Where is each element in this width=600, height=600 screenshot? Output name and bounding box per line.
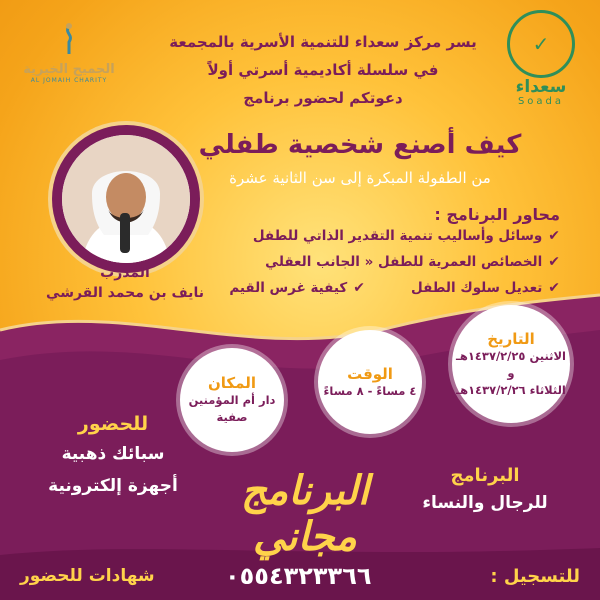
jomaih-logo: [14, 22, 124, 84]
program-subtitle: من الطفولة المبكرة إلى سن الثانية عشرة: [229, 169, 491, 187]
axis-item-label: كيفية غرس القيم: [229, 280, 348, 296]
prize-item-2: أجهزة إلكترونية: [48, 476, 178, 496]
time-circle: [318, 330, 422, 434]
axis-item-label: الخصائص العمرية للطفل « الجانب العقلي: [265, 254, 543, 270]
jomaih-logo-arabic: الجميح الخيرية: [23, 62, 115, 77]
certificates-text: شهادات للحضور: [20, 566, 155, 586]
jomaih-logo-latin: AL JOMAIH CHARITY: [30, 77, 108, 84]
time-value: ٤ مساءً - ٨ مساءً: [323, 383, 417, 398]
prize-item-1: سبائك ذهبية: [61, 444, 165, 464]
check-icon: ✔: [548, 280, 560, 296]
program-label: البرنامج: [450, 465, 520, 486]
date-circle: [452, 305, 570, 423]
axes-heading: محاور البرنامج :: [434, 205, 560, 224]
program-audience: [400, 462, 570, 516]
check-icon: ✔: [548, 228, 560, 244]
date-line-2: و: [507, 365, 515, 380]
date-label: التاريخ: [487, 329, 535, 348]
intro-line-2: في سلسلة أكاديمية أسرتي أولاً: [207, 61, 439, 79]
attendance-prizes: [28, 410, 198, 502]
soada-logo: [496, 10, 586, 107]
soada-logo-latin: Soada: [517, 96, 565, 107]
axis-item-label: تعديل سلوك الطفل: [411, 280, 543, 296]
attendance-label: للحضور: [77, 413, 149, 435]
trainer-avatar: [52, 125, 200, 273]
intro-text: [158, 28, 488, 112]
trainer-name: نايف بن محمد القرشي: [46, 285, 204, 301]
axis-item: [229, 280, 365, 296]
axis-item: [411, 280, 560, 296]
check-icon: ✔: [353, 280, 365, 296]
registration-label: للتسجيل :: [490, 566, 580, 587]
place-line-1: دار أم المؤمنين: [188, 393, 276, 407]
trainer-role: المدرب: [100, 265, 150, 281]
program-audience-value: للرجال والنساء: [422, 493, 548, 513]
soada-emblem-icon: ✓: [507, 10, 575, 78]
program-title: كيف أصنع شخصية طفلي: [198, 130, 522, 160]
jomaih-emblem-icon: [54, 22, 84, 58]
soada-logo-arabic: سعداء: [515, 77, 567, 97]
axis-item: [253, 228, 560, 244]
registration-phone[interactable]: ٠٥٥٤٣٢٣٣٦٦: [225, 562, 372, 590]
free-program-text: البرنامج مجاني: [240, 468, 369, 560]
intro-line-1: يسر مركز سعداء للتنمية الأسرية بالمجمعة: [169, 33, 477, 51]
date-line-3: الثلاثاء ١٤٣٧/٢/٢٦هـ: [456, 382, 566, 397]
axis-item: [265, 254, 560, 270]
time-label: الوقت: [347, 364, 393, 383]
person-photo-icon: [62, 135, 190, 263]
place-label: المكان: [208, 374, 256, 392]
check-icon: ✔: [548, 254, 560, 270]
intro-line-3: دعوتكم لحضور برنامج: [243, 89, 403, 107]
place-line-2: صفية: [216, 410, 248, 424]
date-line-1: الاثنين ١٤٣٧/٢/٢٥هـ: [455, 348, 567, 363]
axis-item-label: وسائل وأساليب تنمية التقدير الذاتي للطفل: [252, 228, 543, 244]
